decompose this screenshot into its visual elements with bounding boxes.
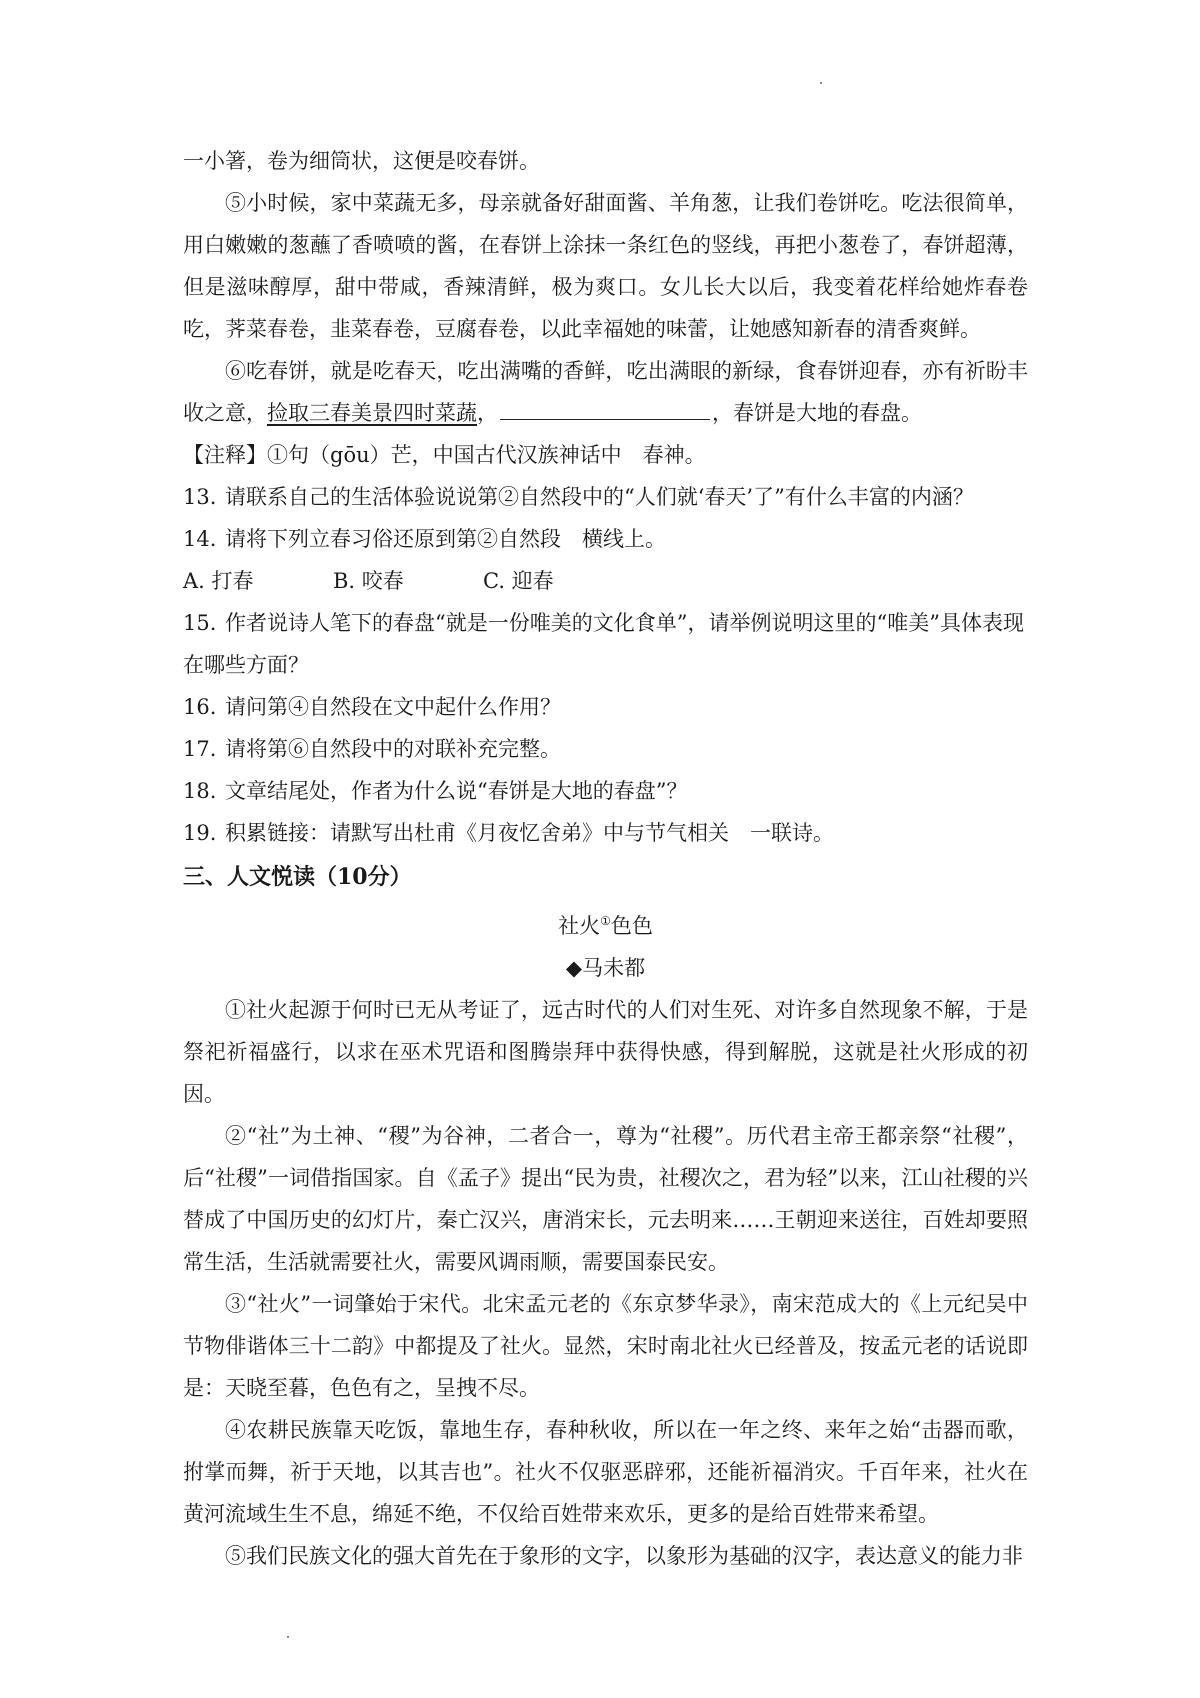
couplet-blank[interactable]	[500, 393, 710, 420]
question-text: 请将第⑥自然段中的对联补充完整。	[225, 737, 561, 761]
section-heading: 三、人文悦读（10分）	[183, 864, 412, 890]
question-number: 13.	[183, 485, 217, 509]
question-number: 19.	[183, 821, 217, 845]
question-text: 积累链接：请默写出杜甫《月夜忆舍弟》中与节气相关 一联诗。	[225, 821, 834, 845]
choice-options	[183, 560, 1028, 602]
reading-paragraph-continued: 一小箸，卷为细筒状，这便是咬春饼。	[183, 149, 540, 173]
question-text: 请联系自己的生活体验说说第②自然段中的“人们就‘春天’了”有什么丰富的内涵？	[225, 485, 974, 509]
question-text: 文章结尾处，作者为什么说“春饼是大地的春盘”？	[225, 779, 688, 803]
article-paragraph-4: ④农耕民族靠天吃饭，靠地生存，春种秋收，所以在一年之终、来年之始“击器而歌，拊掌而舞，祈于天地，以其吉也”。社火不仅驱恶辟邪，还能祈福消灾。千百年来，社火在黄河流域生生不息，绵延不绝，不仅给百姓带来欢乐，更多的是给百姓带来希望。	[183, 1418, 1028, 1526]
choice-a: A. 打春	[183, 569, 254, 593]
paragraph-6-end: ，春饼是大地的春盘。	[712, 401, 922, 425]
question-number: 18.	[183, 779, 217, 803]
question-number: 15.	[183, 611, 217, 635]
question-item	[183, 686, 1028, 728]
article-paragraph-1: ①社火起源于何时已无从考证了，远古时代的人们对生死、对许多自然现象不解，于是祭祀祈福盛行，以求在巫术咒语和图腾崇拜中获得快感，得到解脱，这就是社火形成的初因。	[183, 998, 1028, 1106]
article-author: ◆马未都	[565, 956, 646, 980]
question-text: 请将下列立春习俗还原到第②自然段 横线上。	[225, 527, 666, 551]
choice-b: B. 咬春	[333, 569, 404, 593]
question-number: 16.	[183, 695, 217, 719]
question-item	[183, 518, 1028, 560]
scan-dot	[820, 82, 822, 84]
question-list	[183, 476, 1028, 854]
question-number: 14.	[183, 527, 217, 551]
question-item	[183, 770, 1028, 812]
scan-dot	[287, 1636, 289, 1638]
article-title-text: 社火	[558, 914, 601, 938]
question-item	[183, 728, 1028, 770]
couplet-underlined: 捡取三春美景四时菜蔬	[267, 401, 477, 425]
article-paragraph-2: ②“社”为土神、“稷”为谷神，二者合一，尊为“社稷”。历代君主帝王都亲祭“社稷”，后“社稷”一词借指国家。自《孟子》提出“民为贵，社稷次之，君为轻”以来，江山社稷的兴替成了中国历史的幻灯片，秦亡汉兴，唐消宋长，元去明来……王朝迎来送往，百姓却要照常生活，生活就需要社火，需要风调雨顺，需要国泰民安。	[183, 1124, 1028, 1274]
question-text: 作者说诗人笔下的春盘“就是一份唯美的文化食单”，请举例说明这里的“唯美”具体表现在哪些方面？	[183, 611, 1024, 677]
question-item	[183, 812, 1028, 854]
document-page	[183, 140, 1028, 1577]
title-footnote-mark: ①	[600, 914, 611, 928]
article-paragraph-5: ⑤我们民族文化的强大首先在于象形的文字，以象形为基础的汉字，表达意义的能力非	[225, 1544, 1023, 1568]
article-paragraph-3: ③“社火”一词肇始于宋代。北宋孟元老的《东京梦华录》，南宋范成大的《上元纪吴中节物俳谐体三十二韵》中都提及了社火。显然，宋时南北社火已经普及，按孟元老的话说即是：天晓至暮，色色有之，呈拽不尽。	[183, 1292, 1028, 1400]
article-title-end: 色色	[610, 914, 653, 938]
question-text: 请问第④自然段在文中起什么作用？	[225, 695, 561, 719]
comma: ，	[477, 401, 498, 425]
article-title	[183, 900, 1028, 947]
question-item	[183, 476, 1028, 518]
reading-paragraph-5: ⑤小时候，家中菜蔬无多，母亲就备好甜面酱、羊角葱，让我们卷饼吃。吃法很简单，用白嫩嫩的葱蘸了香喷喷的酱，在春饼上涂抹一条红色的竖线，再把小葱卷了，春饼超薄，但是滋味醇厚，甜中带咸，香辣清鲜，极为爽口。女儿长大以后，我变着花样给她炸春卷吃，荠菜春卷，韭菜春卷，豆腐春卷，以此幸福她的味蕾，让她感知新春的清香爽鲜。	[183, 191, 1028, 341]
choice-c: C. 迎春	[483, 569, 554, 593]
annotation-note: 【注释】①句（gōu）芒，中国古代汉族神话中 春神。	[183, 443, 706, 467]
paragraph-6-text: ⑥吃春饼，就是吃春天，吃出满嘴的香鲜，吃出满眼的新绿，食春饼迎春，亦有祈盼丰收之意，	[183, 359, 1028, 425]
question-number: 17.	[183, 737, 217, 761]
question-item	[183, 602, 1028, 686]
reading-paragraph-6	[183, 350, 1028, 434]
